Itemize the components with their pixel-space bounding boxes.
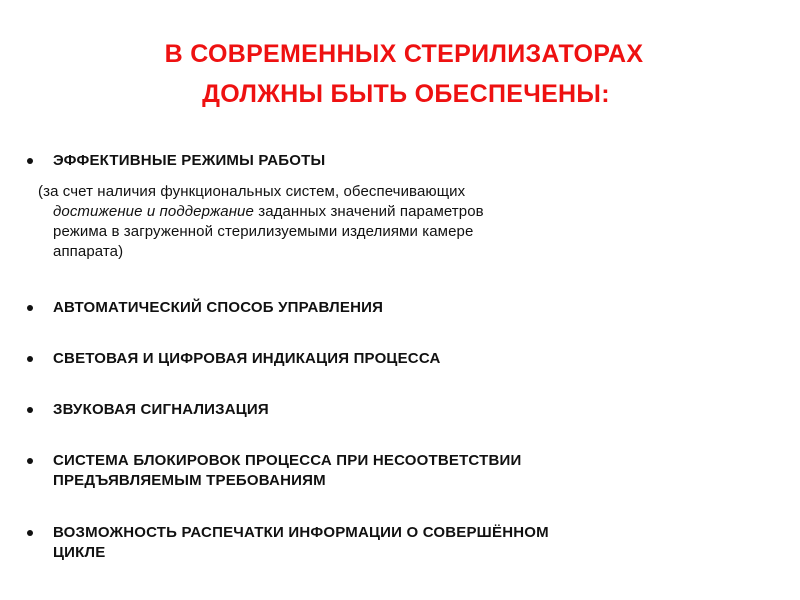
bullet-item-sound-alarm [24,400,784,420]
bullet-text: ЭФФЕКТИВНЫЕ РЕЖИМЫ РАБОТЫ [53,152,326,169]
bullet-dot-icon [27,458,33,464]
bullet-item-indication [24,349,784,369]
note-line-2 [53,202,784,222]
bullet-dot-icon [27,407,33,413]
bullet-text: ЗВУКОВАЯ СИГНАЛИЗАЦИЯ [53,401,269,418]
bullet-text-line-1: ВОЗМОЖНОСТЬ РАСПЕЧАТКИ ИНФОРМАЦИИ О СОВЕРШЁННОМ [53,524,549,541]
bullet-text-line-1: СИСТЕМА БЛОКИРОВОК ПРОЦЕССА ПРИ НЕСООТВЕТСТВИИ [53,452,522,469]
bullet-text-line-2: ПРЕДЪЯВЛЯЕМЫМ ТРЕБОВАНИЯМ [53,472,326,489]
bullet-text-line-2: ЦИКЛЕ [53,544,106,561]
note-line-2-rest: заданных значений параметров [253,203,484,220]
note-italic-phrase: достижение и поддержание [53,203,254,220]
bullet-dot-icon [27,356,33,362]
bullet-item-effective-modes [24,151,784,262]
bullet-note [38,182,784,262]
title-line-2: ДОЛЖНЫ БЫТЬ ОБЕСПЕЧЕНЫ: [202,80,610,108]
bullet-item-interlock-system [24,451,784,491]
bullet-item-automatic-control [24,298,784,318]
bullet-dot-icon [27,530,33,536]
bullet-text: АВТОМАТИЧЕСКИЙ СПОСОБ УПРАВЛЕНИЯ [53,299,384,316]
note-line-4: аппарата) [53,243,124,260]
bullet-text: СВЕТОВАЯ И ЦИФРОВАЯ ИНДИКАЦИЯ ПРОЦЕССА [53,350,441,367]
bullet-item-cycle-printout [24,523,784,563]
slide-title [0,34,800,114]
note-line-3: режима в загруженной стерилизуемыми изделиями камере [53,223,474,240]
title-line-1: В СОВРЕМЕННЫХ СТЕРИЛИЗАТОРАХ [164,40,644,68]
bullet-dot-icon [27,305,33,311]
note-line-1: (за счет наличия функциональных систем, обеспечивающих [38,183,466,200]
bullet-dot-icon [27,158,33,164]
